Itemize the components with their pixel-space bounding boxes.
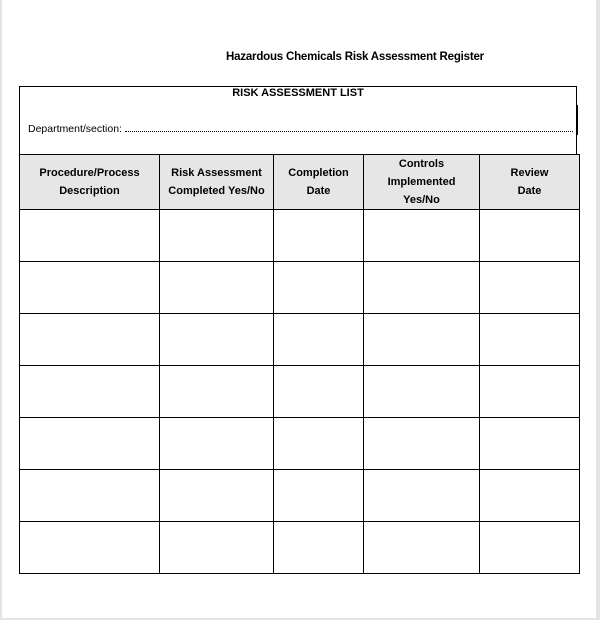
cell-review-date[interactable] <box>480 418 580 470</box>
column-header-completion-date: Completion Date <box>274 155 364 210</box>
table-row <box>20 418 580 470</box>
department-fill-line[interactable] <box>125 123 574 132</box>
text-cursor <box>576 105 578 135</box>
cell-risk-assessment[interactable] <box>160 366 274 418</box>
cell-controls-implemented[interactable] <box>364 210 480 262</box>
cell-procedure[interactable] <box>20 470 160 522</box>
table-header-row <box>20 155 580 210</box>
table-row <box>20 470 580 522</box>
cell-completion-date[interactable] <box>274 470 364 522</box>
document-title: Hazardous Chemicals Risk Assessment Register <box>226 51 484 63</box>
table-row <box>20 262 580 314</box>
cell-review-date[interactable] <box>480 366 580 418</box>
cell-review-date[interactable] <box>480 522 580 574</box>
cell-risk-assessment[interactable] <box>160 262 274 314</box>
table-row <box>20 314 580 366</box>
cell-controls-implemented[interactable] <box>364 262 480 314</box>
table-row <box>20 522 580 574</box>
cell-procedure[interactable] <box>20 262 160 314</box>
department-field[interactable] <box>28 123 574 135</box>
cell-completion-date[interactable] <box>274 418 364 470</box>
risk-assessment-table <box>19 154 580 574</box>
column-header-controls-implemented: Controls Implemented Yes/No <box>364 155 480 210</box>
cell-review-date[interactable] <box>480 210 580 262</box>
cell-risk-assessment[interactable] <box>160 314 274 366</box>
table-row <box>20 366 580 418</box>
cell-completion-date[interactable] <box>274 210 364 262</box>
cell-controls-implemented[interactable] <box>364 470 480 522</box>
cell-completion-date[interactable] <box>274 366 364 418</box>
cell-controls-implemented[interactable] <box>364 314 480 366</box>
cell-procedure[interactable] <box>20 366 160 418</box>
risk-assessment-list-header <box>19 86 577 155</box>
cell-completion-date[interactable] <box>274 522 364 574</box>
cell-completion-date[interactable] <box>274 262 364 314</box>
cell-completion-date[interactable] <box>274 314 364 366</box>
cell-review-date[interactable] <box>480 314 580 366</box>
cell-procedure[interactable] <box>20 210 160 262</box>
cell-risk-assessment[interactable] <box>160 210 274 262</box>
column-header-review-date: Review Date <box>480 155 580 210</box>
list-title: RISK ASSESSMENT LIST <box>232 87 364 99</box>
document-page <box>2 0 596 618</box>
cell-risk-assessment[interactable] <box>160 470 274 522</box>
cell-risk-assessment[interactable] <box>160 418 274 470</box>
cell-controls-implemented[interactable] <box>364 366 480 418</box>
cell-risk-assessment[interactable] <box>160 522 274 574</box>
cell-controls-implemented[interactable] <box>364 418 480 470</box>
table-row <box>20 210 580 262</box>
cell-procedure[interactable] <box>20 522 160 574</box>
cell-procedure[interactable] <box>20 314 160 366</box>
cell-review-date[interactable] <box>480 262 580 314</box>
department-label: Department/section: <box>28 123 122 135</box>
column-header-risk-assessment: Risk Assessment Completed Yes/No <box>160 155 274 210</box>
cell-review-date[interactable] <box>480 470 580 522</box>
column-header-procedure: Procedure/Process Description <box>20 155 160 210</box>
cell-controls-implemented[interactable] <box>364 522 480 574</box>
cell-procedure[interactable] <box>20 418 160 470</box>
